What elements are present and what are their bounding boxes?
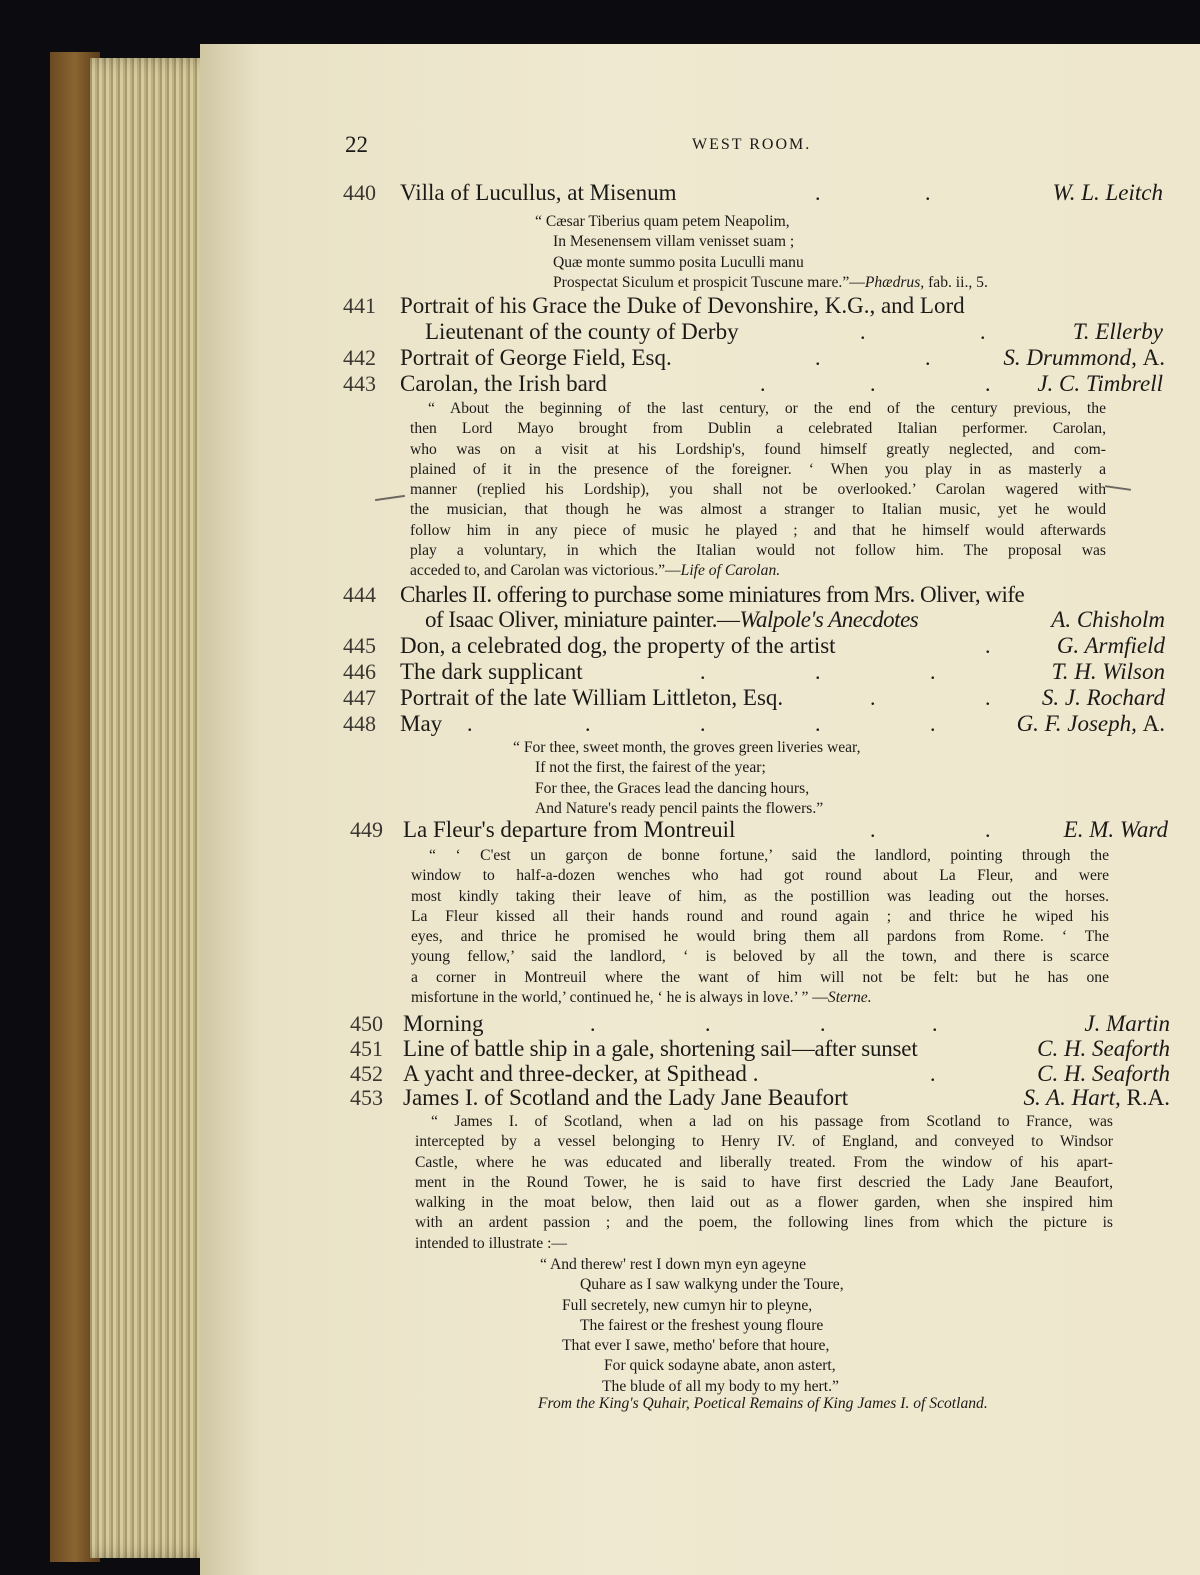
entry-title: May [400,711,443,736]
catalogue-entry: 446 The dark supplicant . . . T. H. Wilson [343,659,1165,684]
catalogue-entry: 440 Villa of Lucullus, at Misenum . . W. L. Leitch [343,180,1163,205]
entry-artist: W. L. Leitch [1052,180,1163,205]
quote-line: And Nature's ready pencil paints the flowers.” [535,799,824,817]
entry-number: 445 [343,633,376,658]
catalogue-entry: 445 Don, a celebrated dog, the property of the artist . G. Armfield [343,633,1165,658]
entry-artist: J. Martin [1084,1011,1170,1036]
quote-line: eyes, and thrice he promised he would bring them all pardons from Rome. ‘ The [411,928,1109,946]
entry-artist: G. F. Joseph, A. [1016,711,1165,736]
quote-line: plained of it in the presence of the foreigner. ‘ When you play in as masterly a [410,460,1106,478]
quotation [410,399,1106,582]
entry-number: 448 [343,711,376,736]
entry-title: La Fleur's departure from Montreuil [403,817,736,842]
entry-artist: A. Chisholm [1051,607,1165,632]
entry-artist: J. C. Timbrell [1037,371,1163,396]
entry-artist: T. Ellerby [1072,319,1163,344]
quote-source: From the King's Quhair, Poetical Remains of King James I. of Scotland. [538,1395,988,1412]
entry-artist: C. H. Seaforth [1037,1061,1170,1086]
entry-artist: T. H. Wilson [1051,659,1165,684]
quote-source: Sterne. [827,989,872,1007]
entry-title: Carolan, the Irish bard [400,371,607,396]
entry-title: Morning [403,1011,484,1036]
poem-line: The blude of all my body to my hert.” [602,1377,839,1395]
entry-number: 446 [343,659,376,684]
catalogue-entry: 449 La Fleur's departure from Montreuil . . E. M. Ward [350,817,1168,842]
quote-line: follow him in any piece of music he played ; and that he himself would afterwards [410,521,1106,539]
quote-line: walking in the moat below, then laid out as a flower garden, when she inspired him [415,1194,1113,1212]
entry-title: Line of battle ship in a gale, shortening sail—after sunset [403,1036,918,1061]
catalogue-entry: 447 Portrait of the late William Littleton, Esq. . . S. J. Rochard [343,685,1165,710]
entry-title: Portrait of George Field, Esq. [400,345,672,370]
quote-line: For thee, the Graces lead the dancing hours, [535,779,810,797]
entry-title: The dark supplicant [400,659,583,684]
page-header-title: WEST ROOM. [692,136,812,153]
entry-number: 450 [350,1011,383,1036]
entry-number: 441 [343,293,376,318]
poem [540,1255,844,1397]
catalogue-entry: 450 Morning . . . . J. Martin [350,1011,1170,1036]
quotation [411,846,1109,1008]
entry-number: 447 [343,685,376,710]
entry-title: A yacht and three-decker, at Spithead . [403,1061,759,1086]
entry-title: Don, a celebrated dog, the property of the artist [400,633,836,658]
quote-line: manner (replied his Lordship), you shall not be overlooked.’ Carolan wagered with [410,481,1106,499]
quote-line: Quæ monte summo posita Luculli manu [553,253,804,271]
entry-title: Charles II. offering to purchase some miniatures from Mrs. Oliver, wife [400,582,1025,607]
entry-title-continued: of Isaac Oliver, miniature painter.—Walpole's Anecdotes [425,607,919,632]
quote-line: a corner in Montreuil where the want of him will not be felt: but he has one [411,968,1109,986]
quote-line: “ ‘ C'est un garçon de bonne fortune,’ said the landlord, pointing through the [429,847,1109,864]
quote-line: then Lord Mayo brought from Dublin a celebrated Italian performer. Carolan, [410,420,1106,438]
entry-artist: C. H. Seaforth [1037,1036,1170,1061]
poem-line: Quhare as I saw walkyng under the Toure, [580,1276,844,1294]
quote-line: “ About the beginning of the last century, or the end of the century previous, the [428,400,1106,417]
entry-source: Walpole's Anecdotes [739,607,919,632]
quote-line: “ For thee, sweet month, the groves green liveries wear, [513,739,861,756]
entry-number: 443 [343,371,376,396]
quotation [535,212,988,293]
quote-line: most kindly taking their leave of him, as the postillion was leading out the horses. [411,887,1109,905]
quote-line: If not the first, the fairest of the year; [535,759,766,777]
entry-artist: G. Armfield [1056,633,1165,658]
entry-title: Portrait of his Grace the Duke of Devonshire, K.G., and Lord [400,293,965,318]
entry-title-continued: Lieutenant of the county of Derby [425,319,739,344]
quote-line: “ Cæsar Tiberius quam petem Neapolim, [535,213,790,230]
quote-line: young fellow,’ said the landlord, ‘ is beloved by all the town, and there is scarce [411,948,1109,966]
quote-source: Phædrus, [864,273,925,291]
entry-number: 440 [343,180,376,205]
entry-artist: S. J. Rochard [1041,685,1165,710]
quote-line: Prospectat Siculum et prospicit Tuscune mare.”—Phædrus, fab. ii., 5. [553,273,988,291]
entry-artist: S. A. Hart, R.A. [1023,1085,1170,1110]
entry-number: 453 [350,1085,383,1110]
quote-line: intercepted by a vessel belonging to Henry IV. of England, and conveyed to Windsor [415,1133,1113,1151]
entry-number: 452 [350,1061,383,1086]
entry-artist: S. Drummond, A. [1003,345,1165,370]
poem-line: The fairest or the freshest young floure [580,1316,824,1334]
quote-line: intended to illustrate :— [415,1234,568,1252]
quote-line: play a voluntary, in which the Italian would not follow him. The proposal was [410,542,1106,560]
catalogue-entry-continued: Lieutenant of the county of Derby . . T. Ellerby [425,319,1163,344]
quote-line: window to half-a-dozen wenches who had got round about La Fleur, and were [411,867,1109,885]
entry-title: Villa of Lucullus, at Misenum [400,180,677,205]
quote-line: “ James I. of Scotland, when a lad on his passage from Scotland to France, was [431,1113,1113,1130]
quote-line: ment in the Round Tower, he is said to have first descried the Lady Jane Beaufort, [415,1173,1113,1191]
catalogue-entry: 443 Carolan, the Irish bard . . . J. C. Timbrell [343,371,1163,396]
quote-line: the musician, that though he was almost a stranger to Italian music, yet he would [410,501,1106,519]
entry-number: 444 [343,582,376,607]
poem-line: That ever I sawe, metho' before that houre, [562,1337,830,1355]
entry-title: Portrait of the late William Littleton, Esq. [400,685,784,710]
quotation [415,1112,1113,1254]
entry-number: 449 [350,817,383,842]
catalogue-entry [0,1085,1200,1115]
poem-line: “ And therew' rest I down myn eyn ageyne [540,1256,807,1273]
quote-line: La Fleur kissed all their hands round and round again ; and thrice he wiped his [411,907,1109,925]
quote-line: acceded to, and Carolan was victorious.”—Life of Carolan. [410,562,781,580]
quote-line: misfortune in the world,’ continued he, ‘ he is always in love.’ ” —Sterne. [411,989,872,1007]
poem-line: For quick sodayne abate, anon astert, [604,1357,836,1375]
entry-title: James I. of Scotland and the Lady Jane Beaufort [403,1085,849,1110]
entry-number: 451 [350,1036,383,1061]
quotation [513,738,861,819]
entry-artist: E. M. Ward [1063,817,1168,842]
poem-line: Full secretely, new cumyn hir to pleyne, [562,1296,813,1314]
quote-line: In Mesenensem villam venisset suam ; [553,233,795,251]
catalogue-entry: 442 Portrait of George Field, Esq. . . S. Drummond, A. [343,345,1165,370]
quote-line: with an ardent passion ; and the poem, the following lines from which the picture is [415,1214,1113,1232]
entry-number: 442 [343,345,376,370]
quote-source: Life of Carolan. [680,562,781,580]
page-number: 22 [345,132,368,157]
quote-line: who was on a visit at his Lordship's, found himself greatly neglected, and com- [410,440,1106,458]
quote-line: Castle, where he was educated and liberally treated. From the window of his apart- [415,1153,1113,1171]
catalogue-entry: 448 May . . . . . G. F. Joseph, A. [343,711,1165,736]
catalogue-entry: 452 A yacht and three-decker, at Spithead . . C. H. Seaforth [350,1061,1170,1086]
